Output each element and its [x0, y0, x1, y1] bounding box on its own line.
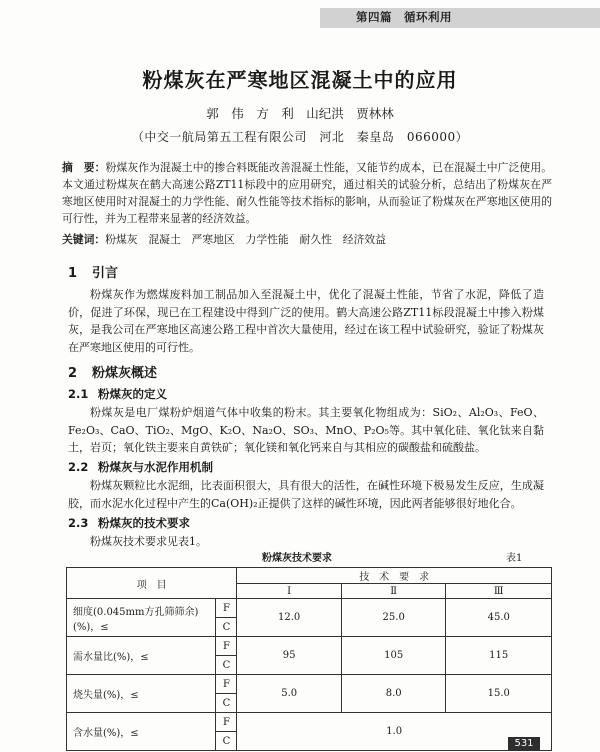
article-title: 粉煤灰在严寒地区混凝土中的应用 [142, 68, 458, 92]
section-title: 引言 [92, 266, 119, 281]
table-cell: 1.0 [237, 713, 552, 751]
table-grade-header: Ⅱ [341, 584, 446, 599]
table-sub-label: C [216, 656, 237, 675]
abstract [62, 159, 552, 227]
table-cell: 95 [237, 637, 342, 675]
table-row-label: 含水量(%)，≤ [67, 713, 216, 751]
table-cell: 15.0 [446, 675, 552, 713]
table-cell: 115 [446, 637, 552, 675]
section-title: 粉煤灰概述 [92, 366, 158, 381]
table-sub-label: F [216, 637, 237, 656]
subsection-2-2-paragraph: 粉煤灰颗粒比水泥细，比表面积很大，具有很大的活性，在碱性环境下极易发生反应，生成凝胶，而水泥水化过程中产生的Ca(OH)₂正提供了这样的碱性环境，因此两者能够很好地化合。 [68, 479, 544, 510]
table-sub-label: F [216, 599, 237, 618]
subsection-number: 2.3 [68, 516, 89, 530]
table-cell: 8.0 [341, 675, 446, 713]
table-item-header: 项 目 [67, 568, 237, 599]
table-group-header: 技 术 要 求 [237, 568, 552, 584]
table-sub-label: C [216, 694, 237, 713]
abstract-text: 粉煤灰作为混凝土中的掺合料既能改善混凝土性能，又能节约成本，已在混凝土中广泛使用。本文通过粉煤灰在鹤大高速公路ZT11标段中的应用研究，通过相关的试验分析，总结出了粉煤灰在严寒地区使用时对混凝土的力学性能、耐久性能等技术指标的影响，从而验证了粉煤灰在严寒地区使用的可行性，并为工程带来显著的经济效益。 [62, 161, 553, 225]
section-heading-1 [68, 262, 118, 281]
table-sub-label: F [216, 713, 237, 732]
section-heading-2 [68, 362, 157, 381]
table-cell: 105 [341, 637, 446, 675]
subsection-number: 2.1 [68, 387, 89, 401]
keywords-text: 粉煤灰 混凝土 严寒地区 力学性能 耐久性 经济效益 [105, 233, 386, 246]
keywords [62, 232, 552, 247]
keywords-label: 关键词： [62, 233, 106, 246]
running-head: 第四篇 循环利用 [356, 10, 452, 24]
table-row-label: 需水量比(%)，≤ [67, 637, 216, 675]
table-cell: 45.0 [446, 599, 552, 637]
subsection-heading-2-2 [68, 459, 213, 475]
table-cell: 12.0 [237, 599, 342, 637]
subsection-heading-2-3 [68, 515, 190, 531]
table-cell: 5.0 [237, 675, 342, 713]
table-sub-label: C [216, 618, 237, 637]
section-number: 1 [68, 266, 78, 281]
spec-table [66, 567, 552, 751]
table-sub-label: C [216, 732, 237, 751]
table-grade-header: Ⅲ [446, 584, 552, 599]
section-number: 2 [68, 366, 78, 381]
table-grade-header: Ⅰ [237, 584, 342, 599]
section-1-paragraph: 粉煤灰作为燃煤废料加工制品加入至混凝土中，优化了混凝土性能，节省了水泥，降低了造价，促进了环保，现已在工程建设中得到广泛的使用。鹤大高速公路ZT11标段混凝土中掺入粉煤灰，是我公司在严寒地区高速公路工程中首次大量使用，经过在该工程中试验研究，验证了粉煤灰在严寒地区使用的可行性。 [68, 288, 544, 354]
subsection-title: 粉煤灰的定义 [98, 387, 167, 401]
subsection-2-3-paragraph: 粉煤灰技术要求见表1。 [90, 535, 207, 548]
subsection-heading-2-1 [68, 386, 167, 402]
page-number: 531 [508, 737, 540, 751]
table-sub-label: F [216, 675, 237, 694]
subsection-title: 粉煤灰的技术要求 [98, 516, 190, 530]
subsection-2-1-paragraph: 粉煤灰是电厂煤粉炉烟道气体中收集的粉末。其主要氧化物组成为：SiO₂、Al₂O₃、FeO、Fe₂O₃、CaO、TiO₂、MgO、K₂O、Na₂O、SO₃、MnO、P₂O₅等。其中氧化硅、氧化钛来自黏土，岩页；氧化铁主要来自黄铁矿；氧化镁和氧化钙来自与其相应的碳酸盐和硫酸盐。 [68, 406, 544, 454]
table-number: 表1 [506, 553, 523, 564]
article-affiliation: （中交一航局第五工程有限公司 河北 秦皇岛 066000） [131, 130, 469, 144]
abstract-label: 摘 要： [62, 161, 106, 174]
table-row-label: 细度(0.045mm方孔筛筛余)(%)，≤ [67, 599, 216, 637]
table-caption: 粉煤灰技术要求 [262, 553, 332, 564]
subsection-number: 2.2 [68, 460, 89, 474]
table-row-label: 烧失量(%)，≤ [67, 675, 216, 713]
article-authors: 郭 伟 方 利 山纪洪 贾林林 [206, 106, 394, 121]
subsection-title: 粉煤灰与水泥作用机制 [98, 460, 213, 474]
table-cell: 25.0 [341, 599, 446, 637]
